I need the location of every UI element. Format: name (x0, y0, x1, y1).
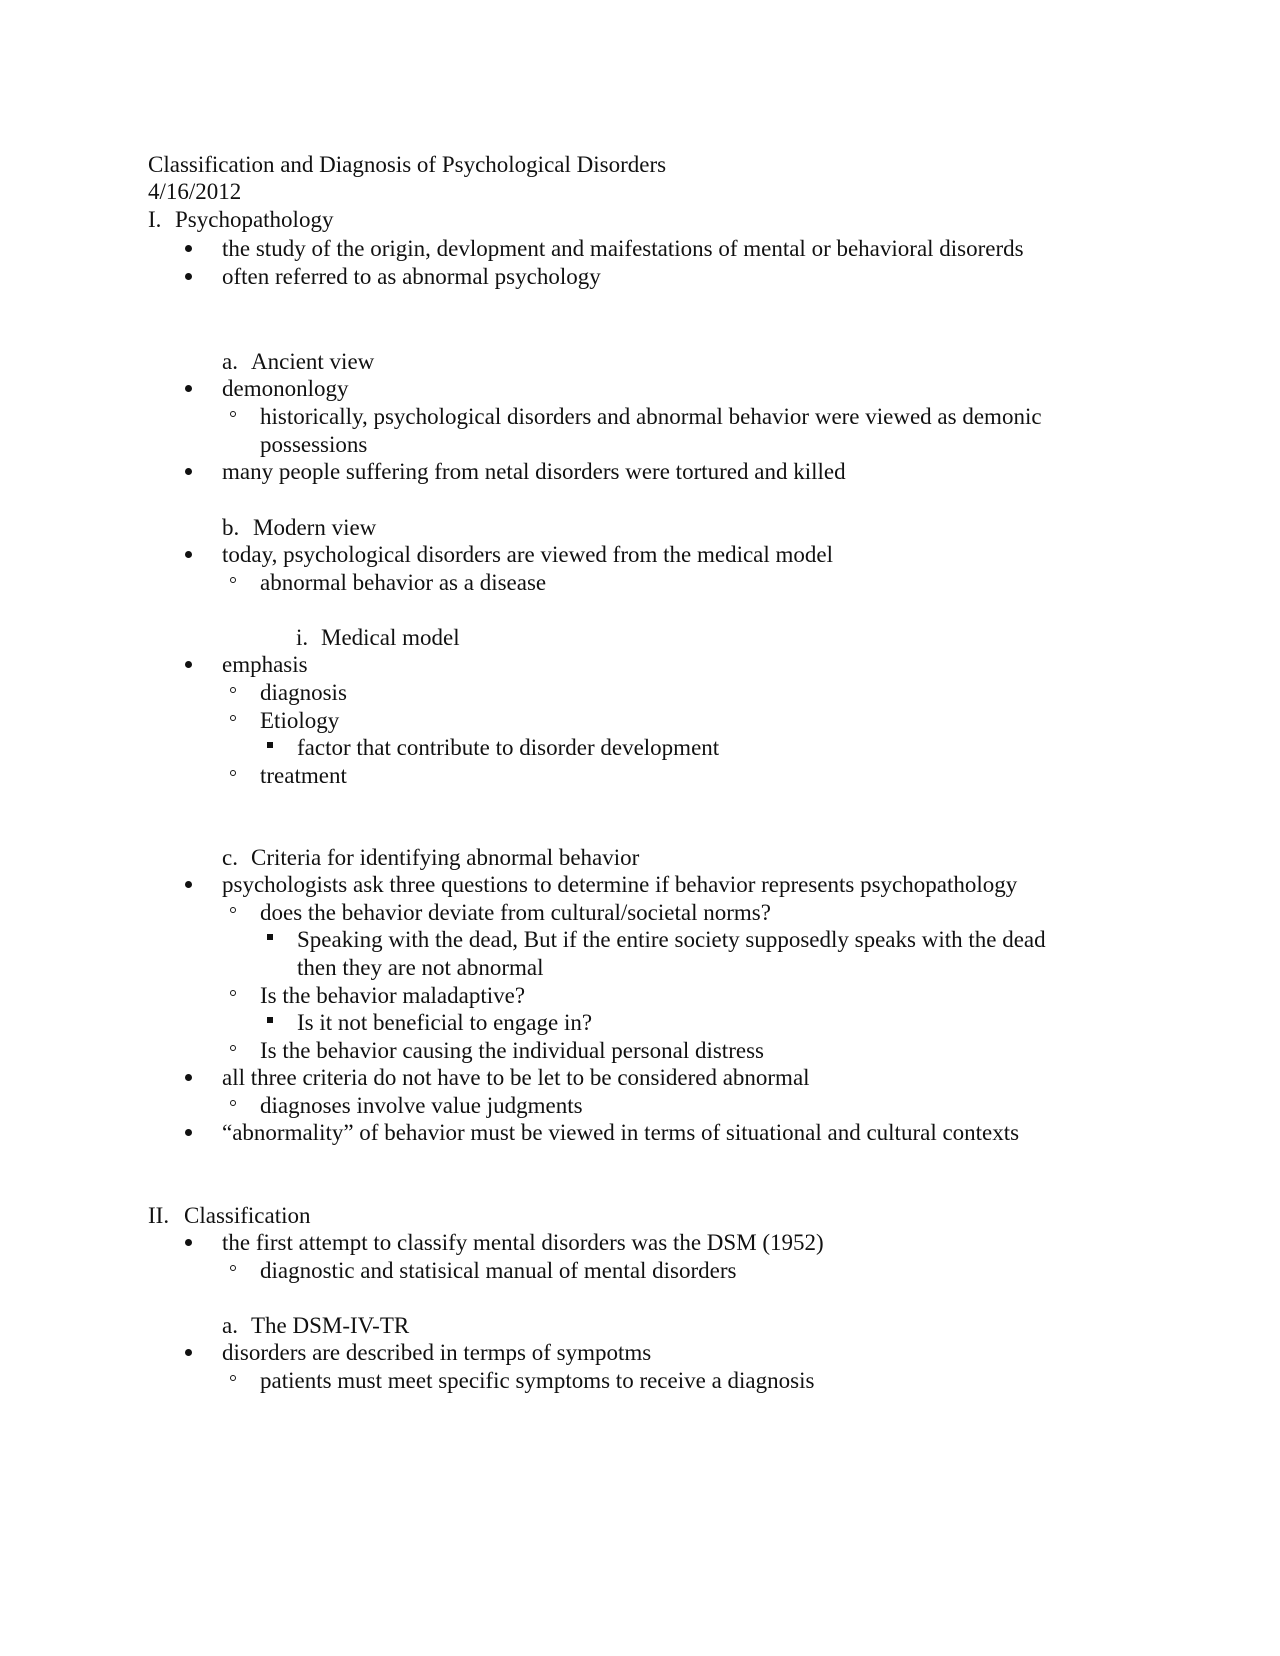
dsm-bullet-1: disorders are described in termps of sympotms (222, 1340, 652, 1365)
subsection-a-title: Ancient view (251, 349, 375, 374)
bullet-circle-icon (230, 715, 236, 721)
section-1-heading: Psychopathology (175, 207, 334, 232)
ancient-bullet-1: demononlogy (222, 376, 349, 401)
criteria-bullet-1: psychologists ask three questions to determine if behavior represents psychopathology (222, 872, 1018, 897)
ancient-bullet-1-sub-line-1: historically, psychological disorders and abnormal behavior were viewed as demonic (260, 404, 1042, 429)
medical-sub-3: treatment (260, 763, 347, 788)
bullet-circle-icon (230, 907, 236, 913)
medical-sub-2-sub: factor that contribute to disorder development (297, 735, 720, 760)
criteria-question-1-sub-line-2: then they are not abnormal (297, 955, 544, 980)
dsm-bullet-1-sub: patients must meet specific symptoms to receive a diagnosis (260, 1368, 815, 1393)
ancient-bullet-2: many people suffering from netal disorders were tortured and killed (222, 459, 846, 484)
bullet-dot-icon (185, 1239, 192, 1246)
subsection-i-title: Medical model (321, 625, 460, 650)
ancient-bullet-1-sub-line-2: possessions (260, 432, 368, 457)
modern-bullet-1: today, psychological disorders are viewed from the medical model (222, 542, 834, 567)
subsection-c-title: Criteria for identifying abnormal behavior (251, 845, 640, 870)
bullet-square-icon (267, 742, 273, 748)
subsection-i-label: i. (296, 625, 309, 650)
medical-sub-2: Etiology (260, 708, 340, 733)
bullet-dot-icon (185, 1074, 192, 1081)
section-1-number: I. (148, 207, 162, 232)
bullet-circle-icon (230, 411, 236, 417)
subsection-b-title: Modern view (253, 515, 377, 540)
bullet-dot-icon (185, 661, 192, 668)
bullet-dot-icon (185, 1349, 192, 1356)
criteria-question-3: Is the behavior causing the individual personal distress (260, 1038, 764, 1063)
bullet-dot-icon (185, 273, 192, 280)
criteria-question-1-sub-line-1: Speaking with the dead, But if the entire society supposedly speaks with the dead (297, 927, 1046, 952)
bullet-dot-icon (185, 551, 192, 558)
bullet-dot-icon (185, 468, 192, 475)
bullet-circle-icon (230, 687, 236, 693)
bullet-circle-icon (230, 1265, 236, 1271)
classification-bullet-1-sub: diagnostic and statisical manual of mental disorders (260, 1258, 737, 1283)
medical-sub-1: diagnosis (260, 680, 347, 705)
section-2-subsection-a-title: The DSM-IV-TR (251, 1313, 410, 1338)
section-2-heading: Classification (184, 1203, 311, 1228)
criteria-bullet-2: all three criteria do not have to be let to be considered abnormal (222, 1065, 810, 1090)
criteria-question-2-sub: Is it not beneficial to engage in? (297, 1010, 593, 1035)
subsection-c-label: c. (222, 845, 238, 870)
bullet-dot-icon (185, 245, 192, 252)
bullet-circle-icon (230, 1375, 236, 1381)
bullet-dot-icon (185, 385, 192, 392)
section-1-intro-bullet-1: the study of the origin, devlopment and maifestations of mental or behavioral disorerds (222, 236, 1024, 261)
bullet-circle-icon (230, 770, 236, 776)
criteria-question-2: Is the behavior maladaptive? (260, 983, 526, 1008)
criteria-bullet-2-sub: diagnoses involve value judgments (260, 1093, 583, 1118)
subsection-b-label: b. (222, 515, 240, 540)
section-2-subsection-a-label: a. (222, 1313, 238, 1338)
document-date: 4/16/2012 (148, 179, 242, 204)
bullet-circle-icon (230, 577, 236, 583)
modern-bullet-1-sub: abnormal behavior as a disease (260, 570, 547, 595)
criteria-question-1: does the behavior deviate from cultural/societal norms? (260, 900, 771, 925)
bullet-circle-icon (230, 1100, 236, 1106)
section-2-number: II. (148, 1203, 170, 1228)
classification-bullet-1: the first attempt to classify mental disorders was the DSM (1952) (222, 1230, 824, 1255)
bullet-square-icon (267, 1017, 273, 1023)
subsection-a-label: a. (222, 349, 238, 374)
criteria-bullet-3: “abnormality” of behavior must be viewed in terms of situational and cultural contexts (222, 1120, 1020, 1145)
document-title: Classification and Diagnosis of Psychological Disorders (148, 152, 667, 177)
bullet-circle-icon (230, 1045, 236, 1051)
bullet-dot-icon (185, 881, 192, 888)
section-1-intro-bullet-2: often referred to as abnormal psychology (222, 264, 601, 289)
bullet-circle-icon (230, 990, 236, 996)
bullet-dot-icon (185, 1129, 192, 1136)
medical-bullet-1: emphasis (222, 652, 308, 677)
bullet-square-icon (267, 934, 273, 940)
